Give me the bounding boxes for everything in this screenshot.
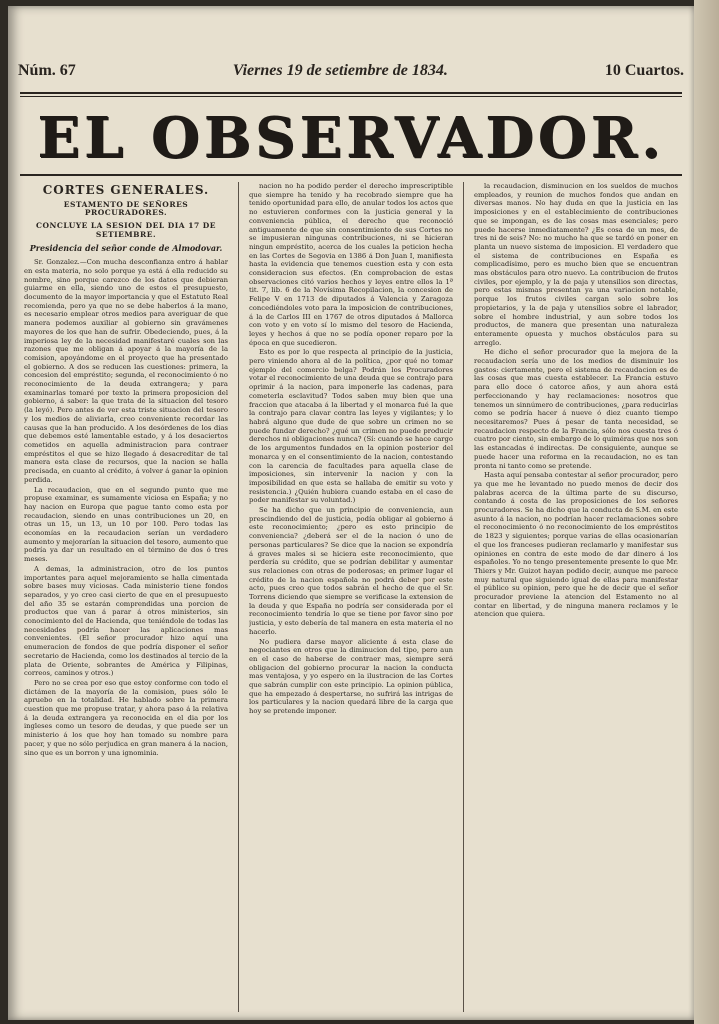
page-edge <box>694 0 719 1024</box>
masthead-rule-top-thin <box>20 96 682 97</box>
column-1 <box>24 182 228 1012</box>
masthead-rule-top <box>20 92 682 94</box>
column-divider <box>238 182 239 1012</box>
column-2 <box>249 182 453 1012</box>
issue-price: 10 Cuartos. <box>604 62 684 79</box>
section-subtitle: ESTAMENTO DE SEÑORES PROCURADORES. <box>63 199 189 218</box>
paragraph: Se ha dicho que un principio de conveniencia, aun prescindiendo del de justicia, podía obligar al gobierno á este reconocimiento; ¿pero es esto principio de conveniencia? ¿deberá ser el de la nacion ó uno de personas particulares? Se dice que la nacion se expondría á graves males si se hiciera este reconocimiento, que perdería su crédito, que se podrían debilitar y aumentar sus relaciones con otras de poderosas; en primer lugar el crédito de la nacion española no podrá deber por este acto, pues creo que todos sabrán el hecho de que el Sr. Torrens diciendo que siempre se verificase la extension de la deuda y que España no podría ser considerada por el reconocimiento tendría lo que se tiene por favor sino por justicia, y esto debería de tal manera en esta materia el no hacerlo. <box>249 506 453 636</box>
presidency-note: Presidencia del señor conde de Almodovar. <box>29 242 223 253</box>
paragraph: No pudiera darse mayor aliciente á esta clase de negociantes en otros que la diminucion del tipo, pero aun en el caso de haberse de contraer mas, siempre será obligacion del gobierno procurar la nacion la conducta mas ventajosa, y yo espero en la ilustracion de las Cortes que sabrán cumplir con este principio. La opinion pública, que ha empezado á despertarse, no sufrirá las intrigas de los particulares y la nacion quedará libre de la carga que hoy se pretende imponer. <box>249 637 453 716</box>
masthead-top-line <box>18 62 684 84</box>
article-columns <box>24 182 678 1012</box>
paragraph: Hasta aquí pensaba contestar al señor procurador, pero ya que me he levantado no puedo menos de decir dos palabras acerca de la última parte de su discurso, contando á costa de las proposiciones de los señores procuradores. Se ha dicho que la conducta de S.M. en este asunto á la nacion, no podrían hacer reclamaciones sobre el reconocimiento ó no reconocimiento de los empréstitos de 1823 y siguientes; porque varias de ellas ocasionarían el que los franceses pudieran reclamarlo y manifestar sus opiniones en contra de este modo de dar dinero á los españoles. Yo no tengo presentemente presente lo que Mr. Thiers y Mr. Guizot hayan podido decir, aunque me parece muy natural que siguiendo igual de ellas para manifestar el público su opinion, pero que he de decir que el señor procurador previene la atencion del Estamento no al contar en libertad, y de ninguna manera reclamos y le atencion que quiera. <box>474 471 678 619</box>
paragraph: nacion no ha podido perder el derecho imprescriptible que siempre ha tenido y ha recobrado siempre que ha tenido oportunidad para ello, de anular todos los actos que no estuvieren conformes con la justicia general y la conveniencia pública, el derecho que reconoció antiguamente de que sin consentimiento de sus Cortes no se impusieran ningunas contribuciones, ni se hicieran ningun empréstito, acerca de los cuales la peticion hecha en las Cortes de Segovia en 1386 á Don Juan I, manifiesta hasta la evidencia que tenemos cuestion esta y con esta consideracion sus efectos. (En comprobacion de estas observaciones citó varios hechos y leyes entre ellos la 1ª tit. 7, lib. 6 de la Novísima Recopilacion, la concesion de Felipe V en 1713 de diputados á Valencia y Zaragoza concediéndoles voto para la imposicion de contribuciones, á la de Carlos III en 1767 de otros diputados á Mallorca con voto y en voto sí lo mismo del tesoro de Hacienda, leyes y hechos á que no se podía oponer reparo por la época en que sucedieron. <box>249 182 453 347</box>
paragraph: la recaudacion, disminucion en los sueldos de muchos empleados, y reunion de muchos fondos que andan en diversas manos. No hay duda en que la justicia en las imposiciones y en el establecimiento de contribuciones que se impongan, es de las cosas mas esenciales; pero puede hacerse inmediatamente? ¿Es cosa de un mes, de tres ni de seis? No: no mucho ha que se tardó en poner en planta un nuevo sistema de imposicion. El verdadero que el sistema de contribuciones en España es complicadísimo, pero es mucho bien que se encuentran mas obstáculos para otro nuevo. La contribucion de frutos civiles, por ejemplo, y la de paja y utensilios son directas, pero estas mismas presentan ya una variacion notable, porque los frutos civiles cargan solo sobre los propietarios, y la de paja y utensilios sobre el labrador, sobre el hombre industrial, y aun sobre todos los productos, de manera que presentan una naturaleza enteramente opuesta y muchos obstáculos para su arreglo. <box>474 182 678 347</box>
column-divider <box>463 182 464 1012</box>
paragraph: A demas, la administracion, otro de los puntos importantes para aquel mejoramiento se halla cimentada sobre bases muy viciosas. Cada ministerio tiene fondos separados, y yo creo casi cierto de que en el presupuesto del año 35 se estarán comprendidas una porcion de productos que van á parar á otros ministerios, sin conocimiento del de Hacienda, que teniéndole de todas las necesidades podría hacer las aplicaciones mas convenientes. (El señor procurador hizo aquí una enumeracion de fondos de que podría disponer el señor secretario de Hacienda, como los destinados al tercio de la plata de Oriente, sobrantes de América y Filipinas, correos, caminos y otros.) <box>24 564 228 678</box>
newspaper-sheet <box>8 6 694 1020</box>
masthead-rule-bottom <box>20 174 682 176</box>
issue-date: Viernes 19 de setiembre de 1834. <box>232 62 448 79</box>
column-3 <box>474 182 678 1012</box>
newspaper-title: EL OBSERVADOR. <box>37 105 665 171</box>
paragraph: Pero no se crea por eso que estoy conforme con todo el dictámen de la mayoría de la comision, pues sólo le apruebo en la totalidad. He hablado sobre la primera cuestion que me propuse tratar, y ahora paso á la relativa á la deuda extrangera ya reconocida en el dia por los ingleses como un tesoro de deudas, y que puede ser un ministerio á los que hoy han tomado su nombre para pacer, y que no sólo perjudica en gran manera á la nacion, sino que es un borron y una ignominia. <box>24 678 228 757</box>
session-note: CONCLUYE LA SESION DEL DIA 17 DE SETIEMBRE. <box>36 221 216 239</box>
paragraph: He dicho el señor procurador que la mejora de la recaudacion sería uno de los medios de disminuir los gastos: ciertamente, pero el sistema de recaudacion es de las cosas que mas cuesta establecer. La Francia estuvo para ello doce ó catorce años, y aun ahora está perfeccionando y hay reclamaciones: nosotros que tenemos un sinnúmero de contribuciones, ¿para reducirlas como se podría hacer á nueve ó diez cuanto tiempo necesitaremos? Pues á pesar de tanta necesidad, se recaudacion respecto de la Francia, sólo nos cuesta tres ó cuatro por ciento, sin embargo de lo quiméras que nos son las estancadas é indirectas. De consiguiente, aunque se puede hacer una reforma en la recaudacion, no es tan pronta ni tanto como se pretende. <box>474 348 678 470</box>
paragraph: Esto es por lo que respecta al principio de la justicia, pero viniendo ahora al de la política, ¿por qué no tomar ejemplo del comercio belga? Podrán los Procuradores votar el reconocimiento de una deuda que se contrajo para oprimir á la nacion, para imponerle las cadenas, para cometerla esclavitud? Todos saben muy bien que una fraccion que atacaba á la libertad y el monarca fué la que la contrajo para clavar contra las leyes y vigilantes; y lo habrá alguno que dude de que sobre un crimen no se puede fundar derecho? ¿qué un crimen no puede producir derechos ni obligaciones nunca? (Sí: cuando se hace cargo de los argumentos fundados en la opinion posterior del monarca y en el consentimiento de la nacion, contestando con la carencia de facultades para aquella clase de imposiciones, sin intervenir la nacion y con la imposibilidad en que esta se hallaba de emitir su voto y resistencia.) ¿Quién hubiera cuando estaba en el caso de poder manifestar su voluntad.) <box>249 348 453 505</box>
section-title: CORTES GENERALES. <box>42 183 210 197</box>
paragraph: La recaudacion, que en el segundo punto que me propuse examinar, es sumamente viciosa en España; y no hay nacion en Europa que pague tanto como esta por recaudacion, siendo en unas contribuciones un 20, en otras un 15, un 13, un 10 por 100. Pero todas las economías en la recaudacion serían un verdadero aumento y mejorarían la situacion del tesoro, aumento que podría ya dar un resultado en el término de dos ó tres meses. <box>24 485 228 564</box>
issue-number: Núm. 67 <box>18 62 76 79</box>
paragraph: Sr. Gonzalez.—Con mucha desconfianza entro á hablar en esta materia, no solo porque ya está á ella reducido su nombre, sino porque carezco de los datos que debieran guiarme en ella, siendo uno de estos el presupuesto, documento de la mayor importancia y que el Estatuto Real recomienda, pero ya que no se debe haberlos á la mano, es necesario emplear otros medios para averiguar de que manera podemos auxiliar al gobierno sin gravámenes mayores de los que han de sufrir. Obedeciendo, pues, á la imperiosa ley de la necesidad manifestaré cuales son las razones que me obligan á apoyar á la mayoría de la comision, apoyándome en el proyecto que ha presentado el gobierno. A dos se reducen las cuestiones: primera, la concesion del empréstito; segunda, el reconocimiento ó no reconocimiento de la deuda extrangera; y para examinarlas tomaré por texto la primera proposicion del gobierno, á saber: la que trata de la situacion del tesoro (la leyó). Pero antes de ver esta triste situacion del tesoro y los medios de aliviarla, creo conveniente recordar las causas que la han producido. A los desórdenes de los dias que debemos esté lamentable estado, y á los desaciertos cometidos en aquella administracion para contraer empréstitos el que se hizo llegado á desacreditar de tal manera esta clase de recursos, que la nacion se halla precisada, en cuanto al crédito, á volver á ganar la opinion perdida. <box>24 258 228 484</box>
